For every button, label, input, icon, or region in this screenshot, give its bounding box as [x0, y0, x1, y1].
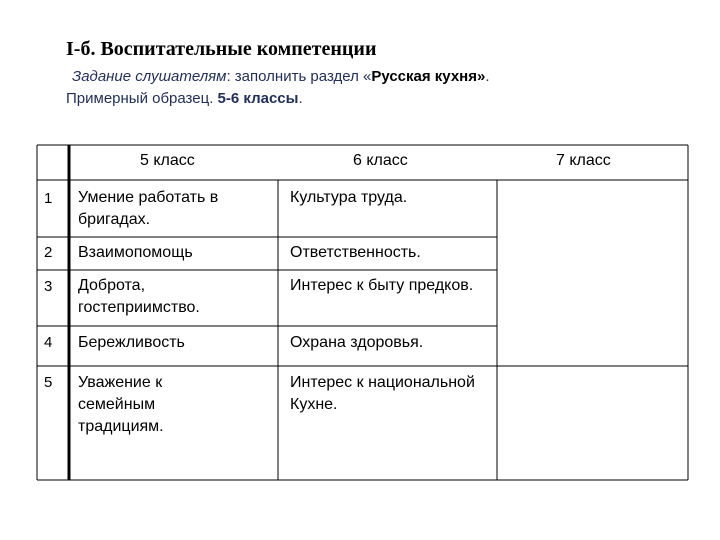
cell-line: гостеприимство.: [78, 299, 200, 316]
cell-line: Умение работать в: [78, 189, 219, 206]
table-cell-5-class: [78, 372, 278, 438]
cell-line: Доброта,: [78, 277, 146, 294]
cell-line: бригадах.: [78, 211, 151, 228]
row-number: 1: [44, 190, 53, 207]
table-cell-5-class: [78, 242, 278, 264]
cell-line: традициям.: [78, 418, 164, 435]
cell-line: Охрана здоровья.: [290, 334, 424, 351]
table-cell-6-class: [290, 187, 495, 209]
cell-line: Интерес к: [290, 374, 364, 391]
table-cell-6-class: [290, 242, 495, 264]
cell-line: Взаимопомощь: [78, 244, 193, 261]
row-number: 4: [44, 334, 53, 351]
table-cell-5-class: [78, 332, 278, 354]
header-5-class: 5 класс: [140, 152, 195, 169]
table-cell-6-class: [290, 372, 495, 416]
cell-line: семейным: [78, 396, 156, 413]
sample-line: [66, 90, 303, 107]
cell-line: Культура труда.: [290, 189, 408, 206]
task-line: [72, 68, 490, 85]
task-end: .: [485, 68, 490, 85]
sample-end: .: [298, 90, 303, 107]
row-number: 5: [44, 374, 53, 391]
table-cell-5-class: [78, 187, 278, 231]
table-cell-6-class: [290, 332, 495, 354]
task-bold: Русская кухня»: [371, 68, 486, 85]
cell-line: Бережливость: [78, 334, 185, 351]
cell-line: Интерес к быту: [290, 277, 405, 294]
table-cell-6-class: [290, 275, 495, 297]
sample-text: Примерный образец.: [66, 90, 218, 107]
cell-line: Кухне.: [290, 396, 338, 413]
sample-bold: 5-6 классы: [217, 90, 299, 107]
cell-line: Уважение к: [78, 374, 163, 391]
cell-line: национальной: [368, 374, 475, 391]
header-7-class: 7 класс: [556, 152, 611, 169]
task-label: Задание слушателям: [72, 68, 227, 85]
row-number: 3: [44, 278, 53, 295]
header-6-class: 6 класс: [353, 152, 408, 169]
row-number: 2: [44, 244, 53, 261]
table-cell-5-class: [78, 275, 278, 319]
cell-line: Ответственность.: [290, 244, 421, 261]
task-text: : заполнить раздел «: [226, 68, 372, 85]
page-title: I-б. Воспитательные компетенции: [66, 38, 377, 60]
cell-line: предков.: [408, 277, 474, 294]
